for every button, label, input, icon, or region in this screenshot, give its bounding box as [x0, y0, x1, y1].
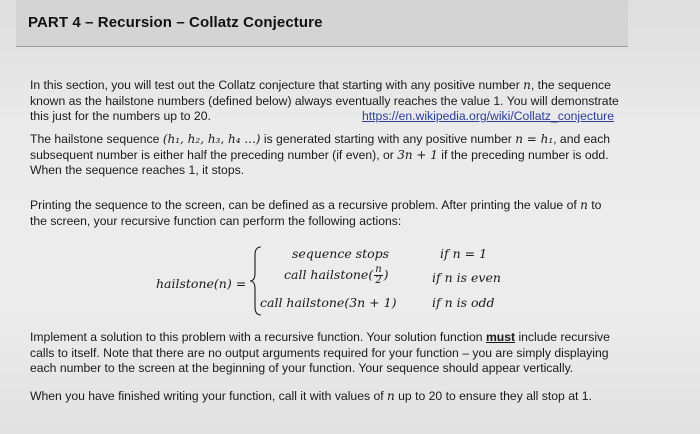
- intro-text-1: In this section, you will test out the Collatz conjecture that starting with any positive number: [30, 78, 524, 92]
- finish-paragraph: [30, 389, 628, 405]
- intro-var-n: n: [523, 78, 531, 92]
- def-sequence: (h₁, h₂, h₃, h₄ ...): [162, 132, 261, 146]
- intro-text-4: this just for the numbers up to 20.: [30, 109, 211, 123]
- print-var-n: n: [580, 198, 588, 212]
- case-3-action: call hailstone(3n + 1): [260, 295, 397, 310]
- case-2-condition: if n is even: [432, 270, 501, 285]
- impl-text-3: calls to itself. Note that there are no output arguments required for your function – you are simply displaying: [30, 345, 609, 360]
- intro-text-2: , the sequence: [530, 78, 611, 92]
- frac-denominator: 2: [375, 275, 382, 286]
- case-1-condition: if n = 1: [440, 246, 488, 261]
- case-1-action: sequence stops: [292, 246, 390, 261]
- finish-var-n: n: [387, 389, 395, 403]
- def-text-4: subsequent number is either half the preceding number (if even), or: [30, 147, 398, 162]
- section-header: [16, 0, 628, 47]
- collatz-wikipedia-link[interactable]: https://en.wikipedia.org/wiki/Collatz_conjecture: [362, 109, 614, 123]
- implement-paragraph: [30, 330, 628, 377]
- def-expr: 3n + 1: [397, 147, 438, 162]
- section-title: PART 4 – Recursion – Collatz Conjecture: [28, 14, 323, 31]
- impl-text-4: each number to the screen at the beginning of your function. Your sequence should appear vertically.: [30, 361, 574, 375]
- case-2-action-b: ): [383, 267, 389, 282]
- def-text-3: , and each: [553, 132, 611, 146]
- hailstone-formula: [156, 243, 556, 318]
- print-text-1: Printing the sequence to the screen, can be defined as a recursive problem. After printing the value of: [30, 198, 581, 212]
- def-text-5: if the preceding number is odd.: [437, 147, 609, 162]
- intro-paragraph: [30, 78, 628, 125]
- intro-text-3: known as the hailstone numbers (defined below) always eventually reaches the value 1. You will demonstrate: [30, 93, 619, 108]
- frac-numerator: n: [375, 264, 382, 275]
- case-2-fraction: [374, 265, 382, 286]
- def-equation: n = h₁: [515, 132, 554, 146]
- case-3-condition: if n is odd: [432, 295, 495, 310]
- def-text-1: The hailstone sequence: [30, 132, 163, 146]
- print-text-2: to: [587, 198, 602, 212]
- print-text-3: the screen, your recursive function can perform the following actions:: [30, 213, 402, 228]
- def-text-2: is generated starting with any positive number: [260, 132, 516, 146]
- hailstone-definition-paragraph: [30, 132, 628, 179]
- finish-text-2: up to 20 to ensure they all stop at 1.: [394, 389, 592, 403]
- printing-paragraph: [30, 198, 628, 229]
- impl-text-1: Implement a solution to this problem with a recursive function. Your solution function: [30, 330, 486, 344]
- formula-lhs: hailstone(n) =: [156, 276, 247, 291]
- def-text-6: When the sequence reaches 1, it stops.: [30, 163, 245, 177]
- case-2-action-a: call hailstone(: [284, 267, 374, 282]
- impl-must: must: [485, 330, 516, 344]
- finish-text-1: When you have finished writing your function, call it with values of: [30, 389, 388, 403]
- impl-text-2: include recursive: [515, 330, 610, 344]
